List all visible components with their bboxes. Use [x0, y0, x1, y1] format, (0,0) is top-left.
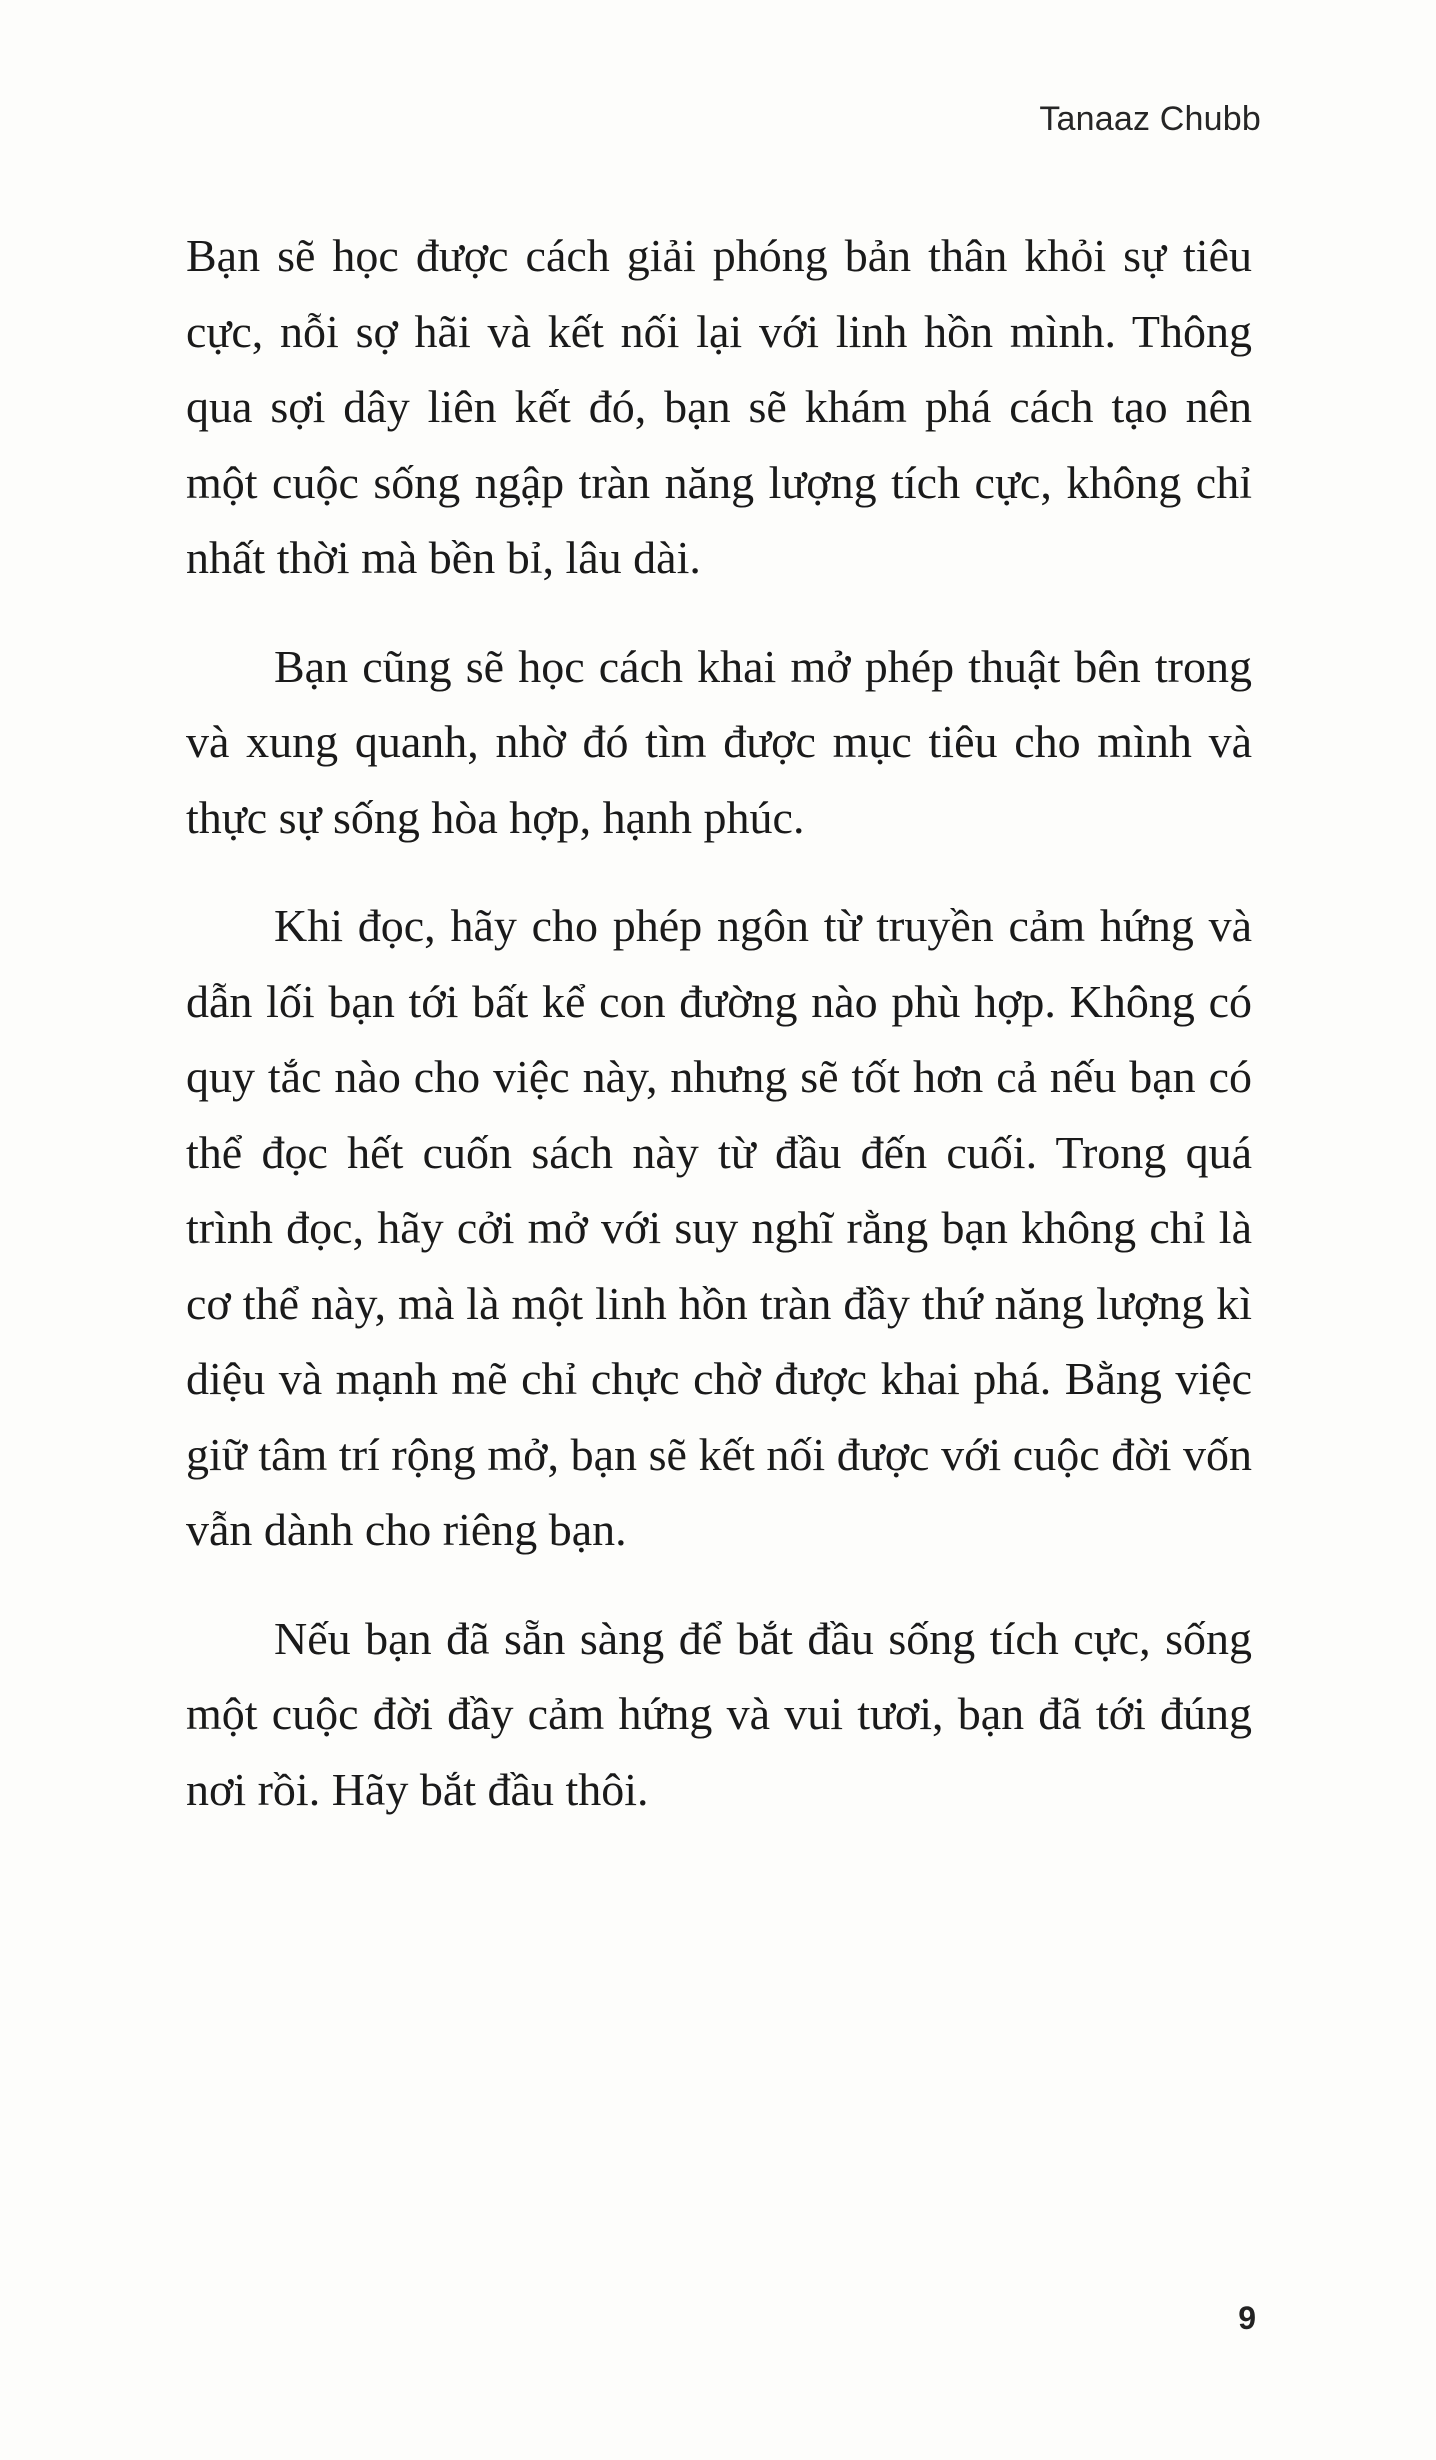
page-number: 9	[1238, 2300, 1256, 2336]
paragraph-2: Bạn cũng sẽ học cách khai mở phép thuật bên trong và xung quanh, nhờ đó tìm được mục tiêu cho mình và thực sự sống hòa hợp, hạnh phúc.	[186, 640, 1252, 843]
paragraph-3: Khi đọc, hãy cho phép ngôn từ truyền cảm hứng và dẫn lối bạn tới bất kể con đường nào phù hợp. Không có quy tắc nào cho việc này, nhưng sẽ tốt hơn cả nếu bạn có thể đọc hết cuốn sách này từ đầu đến cuối. Trong quá trình đọc, hãy cởi mở với suy nghĩ rằng bạn không chỉ là cơ thể này, mà là một linh hồn tràn đầy thứ năng lượng kì diệu và mạnh mẽ chỉ chực chờ được khai phá. Bằng việc giữ tâm trí rộng mở, bạn sẽ kết nối được với cuộc đời vốn vẫn dành cho riêng bạn.	[186, 900, 1252, 1555]
running-header-author: Tanaaz Chubb	[1039, 100, 1261, 138]
body-text	[186, 218, 1252, 1860]
paragraph-4: Nếu bạn đã sẵn sàng để bắt đầu sống tích cực, sống một cuộc đời đầy cảm hứng và vui tươi, bạn đã tới đúng nơi rồi. Hãy bắt đầu thôi.	[186, 1612, 1252, 1815]
paragraph-1: Bạn sẽ học được cách giải phóng bản thân khỏi sự tiêu cực, nỗi sợ hãi và kết nối lại với linh hồn mình. Thông qua sợi dây liên kết đó, bạn sẽ khám phá cách tạo nên một cuộc sống ngập tràn năng lượng tích cực, không chỉ nhất thời mà bền bỉ, lâu dài.	[186, 230, 1252, 583]
